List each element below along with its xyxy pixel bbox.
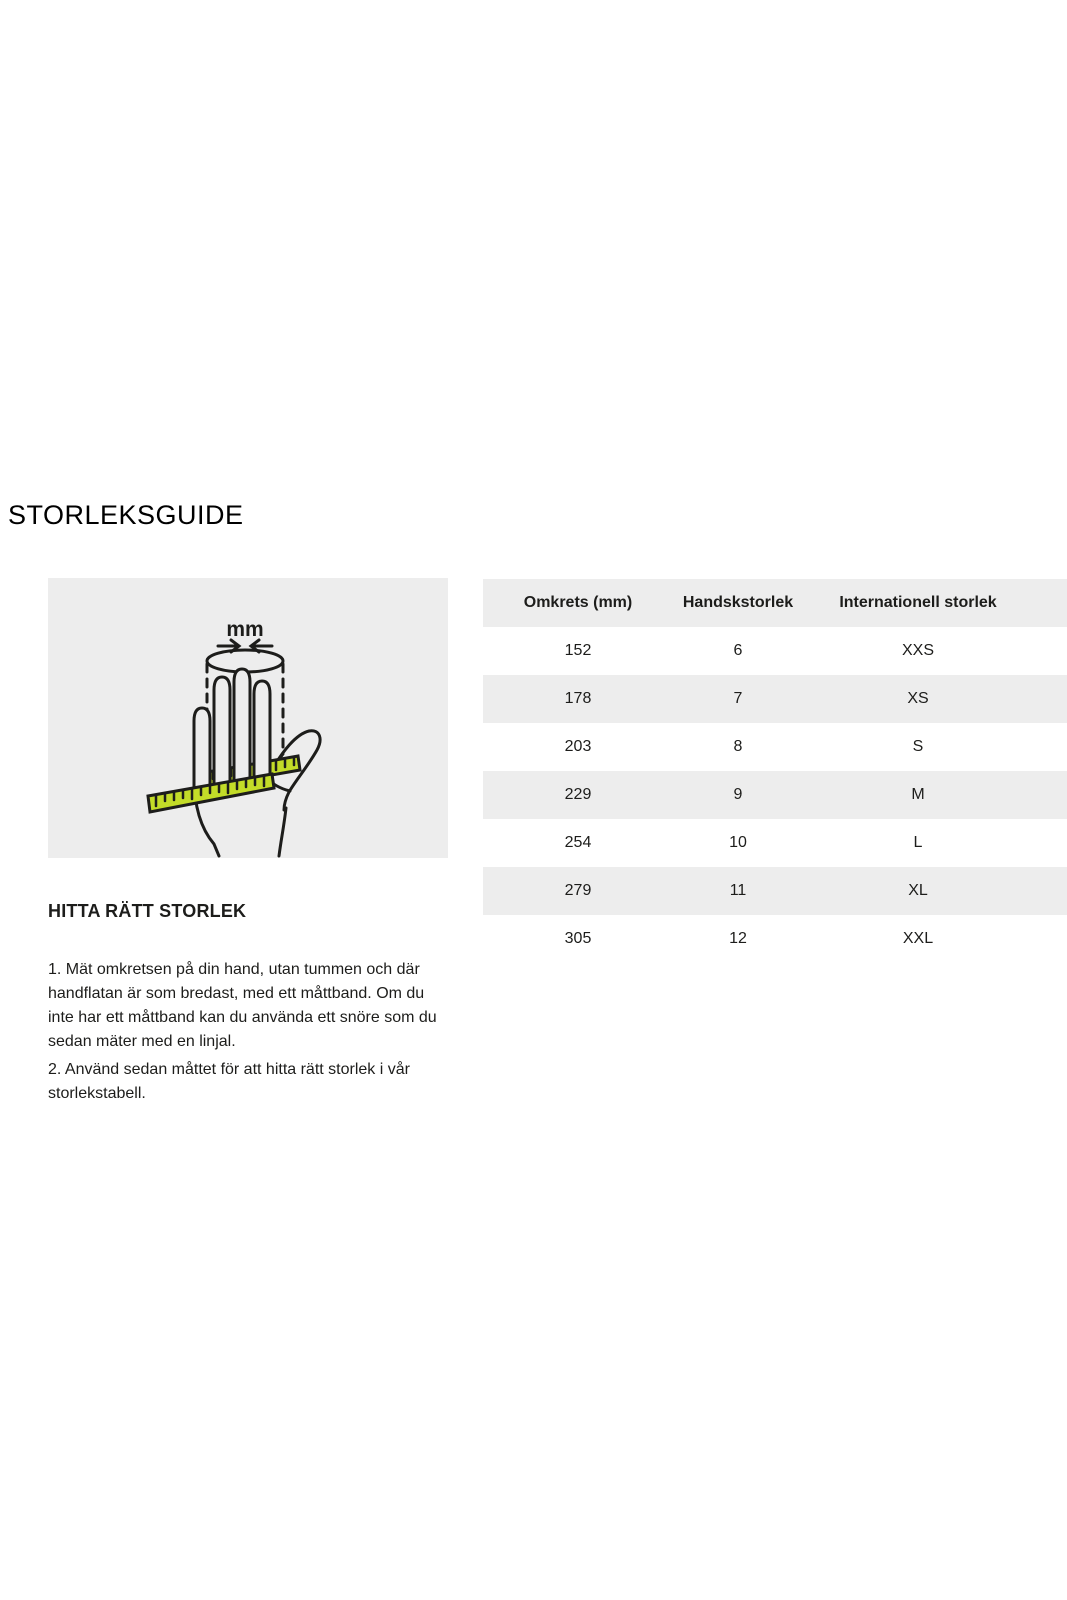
size-cell: XXS <box>901 642 934 659</box>
instruction-step-1: 1. Mät omkretsen på din hand, utan tummen och där handflatan är som bredast, med ett måttband. Om du inte har ett måttband kan du använda ett snöre som du sedan mäter med en linjal. <box>48 961 437 1050</box>
size-cell: 203 <box>564 738 592 755</box>
size-cell: XXL <box>902 930 934 947</box>
size-cell: 254 <box>564 834 592 851</box>
size-cell: S <box>912 738 924 755</box>
size-cell: M <box>911 786 925 803</box>
size-table-header-row <box>483 579 1067 627</box>
size-cell: 7 <box>733 690 743 707</box>
size-table-row <box>483 723 1067 771</box>
size-cell: 12 <box>729 930 747 947</box>
size-cell: XL <box>908 882 928 899</box>
size-cell: 178 <box>564 690 592 707</box>
column-header: Internationell storlek <box>839 594 997 611</box>
size-cell: 305 <box>564 930 592 947</box>
size-cell: 229 <box>564 786 592 803</box>
size-cell: L <box>913 834 923 851</box>
size-table-row <box>483 915 1067 963</box>
size-cell: XS <box>907 690 929 707</box>
hand-measuring-illustration <box>48 578 448 858</box>
size-cell: 8 <box>733 738 743 755</box>
size-cell: 10 <box>729 834 747 851</box>
find-size-heading: HITTA RÄTT STORLEK <box>48 901 247 921</box>
size-table-row <box>483 819 1067 867</box>
size-table-row <box>483 771 1067 819</box>
size-cell: 11 <box>729 882 747 899</box>
page-title: STORLEKSGUIDE <box>8 500 244 530</box>
unit-label: mm <box>226 618 264 641</box>
column-header: Omkrets (mm) <box>523 594 633 611</box>
size-cell: 6 <box>733 642 743 659</box>
size-table <box>483 579 1067 963</box>
size-table-row <box>483 675 1067 723</box>
size-table-row <box>483 627 1067 675</box>
size-cell: 279 <box>564 882 592 899</box>
size-table-row <box>483 867 1067 915</box>
size-cell: 9 <box>733 786 743 803</box>
instruction-step-2: 2. Använd sedan måttet för att hitta rätt storlek i vår storlekstabell. <box>48 1061 410 1102</box>
column-header: Handskstorlek <box>682 594 794 611</box>
size-cell: 152 <box>564 642 592 659</box>
measurement-illustration <box>48 578 448 858</box>
